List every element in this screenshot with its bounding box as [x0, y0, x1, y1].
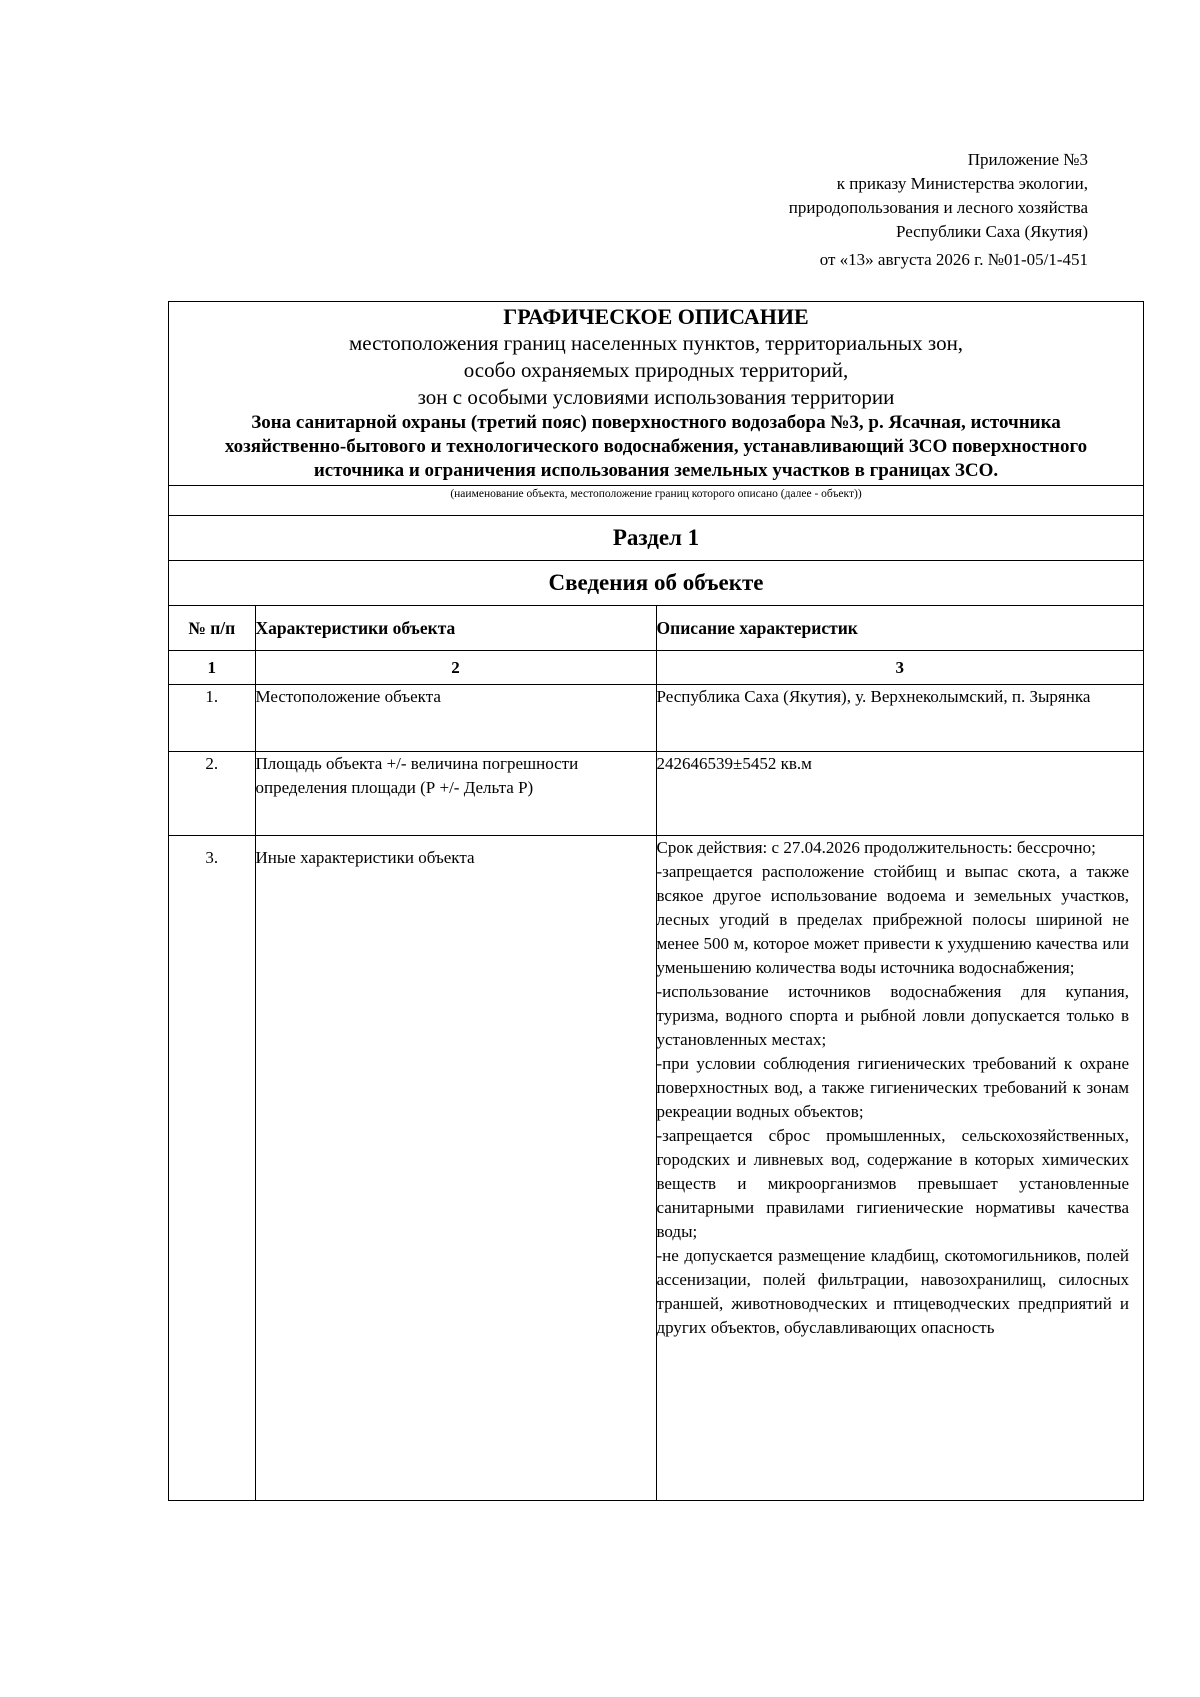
subtitle-line: особо охраняемых природных территорий,: [463, 358, 849, 382]
order-reference: от «13» августа 2026 г. №01-05/1-451: [819, 250, 1088, 269]
description-paragraph: -запрещается сброс промышленных, сельскохозяйственных, городских и ливневых вод, содержание в которых химических веществ и микроорганизмов превышает установленные санитарными правилами гигиенические нормативы качества воды;: [656, 1126, 1129, 1241]
subtitle-line: зон с особыми условиями использования территории: [417, 385, 895, 409]
description-paragraph: -использование источников водоснабжения для купания, туризма, водного спорта и рыбной ловли допускается только в установленных местах;: [656, 982, 1129, 1049]
object-name: Зона санитарной охраны (третий пояс) поверхностного водозабора №3, р. Ясачная, источника хозяйственно-бытового и технологического водоснабжения, устанавливающий ЗСО поверхностного источника и ограничения использования земельных участков в границах ЗСО.: [224, 412, 1088, 481]
column-number-row: [169, 651, 1143, 685]
description-paragraph: -не допускается размещение кладбищ, скотомогильников, полей ассенизации, полей фильтрации, навозохранилищ, силосных траншей, животноводческих и птицеводческих предприятий и других объектов, обуславливающих опасность: [656, 1246, 1129, 1337]
column-number: 1: [169, 651, 255, 685]
object-name-caption: (наименование объекта, местоположение границ которого описано (далее - объект)): [169, 485, 1143, 515]
appendix-line: Приложение №3: [967, 150, 1088, 169]
section-subtitle: Сведения об объекте: [169, 560, 1143, 605]
row-description: [656, 836, 1143, 1501]
header-cell-description: Описание характеристик: [656, 606, 1143, 651]
table-row: [169, 685, 1143, 752]
row-characteristic: Иные характеристики объекта: [255, 836, 656, 1501]
appendix-line: к приказу Министерства экологии,: [836, 174, 1088, 193]
table-row: [169, 752, 1143, 836]
table-row: [169, 836, 1143, 1501]
appendix-block: [789, 148, 1088, 272]
row-description: Республика Саха (Якутия), у. Верхнеколымский, п. Зырянка: [656, 685, 1143, 752]
description-paragraph: Срок действия: с 27.04.2026 продолжительность: бессрочно;: [656, 838, 1096, 857]
column-number: 2: [255, 651, 656, 685]
description-paragraphs: [657, 836, 1130, 1500]
document-title: ГРАФИЧЕСКОЕ ОПИСАНИЕ: [503, 304, 809, 329]
description-paragraph: -запрещается расположение стойбищ и выпас скота, а также всякое другое использование водоема и земельных участков, лесных угодий в пределах прибрежной полосы шириной не менее 500 м, которое может привести к ухудшению качества или уменьшению количества воды источника водоснабжения;: [656, 862, 1129, 977]
appendix-line: природопользования и лесного хозяйства: [788, 198, 1088, 217]
appendix-line: Республики Саха (Якутия): [895, 222, 1088, 241]
row-description: 242646539±5452 кв.м: [656, 752, 1143, 836]
header-cell-number: № п/п: [169, 606, 255, 651]
section-title: Раздел 1: [169, 515, 1143, 560]
document-header: [169, 302, 1143, 485]
row-number: 3.: [169, 836, 255, 1501]
table-header-row: [169, 606, 1143, 651]
column-number: 3: [656, 651, 1143, 685]
row-number: 1.: [169, 685, 255, 752]
header-cell-characteristic: Характеристики объекта: [255, 606, 656, 651]
document-frame: [168, 301, 1144, 1501]
row-number: 2.: [169, 752, 255, 836]
description-paragraph: -при условии соблюдения гигиенических требований к охране поверхностных вод, а также гигиенических требований к зонам рекреации водных объектов;: [656, 1054, 1129, 1121]
row-characteristic: Местоположение объекта: [255, 685, 656, 752]
object-info-table: [169, 605, 1143, 1500]
subtitle-line: местоположения границ населенных пунктов, территориальных зон,: [348, 331, 964, 355]
row-characteristic: Площадь объекта +/- величина погрешности определения площади (Р +/- Дельта Р): [255, 752, 656, 836]
